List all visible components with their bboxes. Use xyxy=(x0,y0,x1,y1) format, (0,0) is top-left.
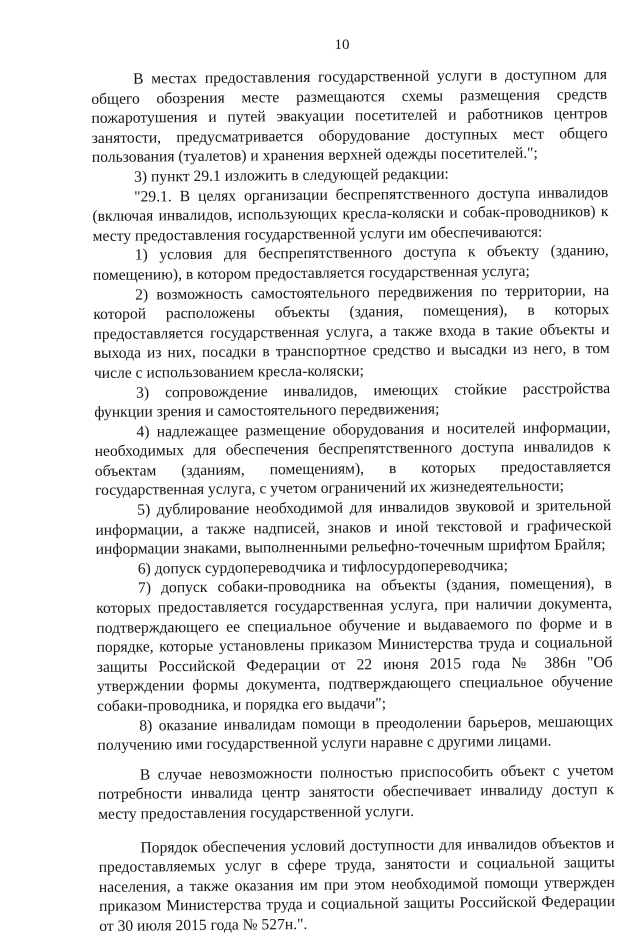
paragraph-accessibility-procedure: Порядок обеспечения условий доступности для инвалидов объектов и предоставляемых услуг в сфере труда, занятости и социальной защиты населения, а также оказания им при этом необходимой помощи утвержден приказом Министерства труда и социальной защиты Российской Федерации от 30 июля 2015 года № 527н.". xyxy=(98,834,616,935)
list-item-2: 2) возможность самостоятельного передвижения по территории, на которой расположены объекты (здания, помещения), в которых предоставляется государственная услуга, а также входа в такие объекты и выхода из них, посадки в транспортное средство и высадки из него, в том числе с использованием кресла-коляски; xyxy=(93,281,610,382)
list-item-1: 1) условия для беспрепятственного доступа к объекту (зданию, помещению), в котором предоставляется государственная услуга; xyxy=(92,242,609,284)
list-item-4: 4) надлежащее размещение оборудования и носителей информации, необходимых для обеспечения беспрепятственного доступа инвалидов к объектам (зданиям, помещениям), в которых предоставляется государственная услуга, с учетом ограничений их жизнедеятельности; xyxy=(94,418,611,500)
paragraph-placement-schemes: В местах предоставления государственной услуги в доступном для общего обозрения месте размещаются схемы размещения средств пожаротушения и путей эвакуации посетителей и работников центров занятости, предусматривается оборудование доступных мест общего пользования (туалетов) и хранения верхней одежды посетителей."; xyxy=(91,66,608,167)
document-body xyxy=(91,65,615,936)
paragraph-clause-29-1: "29.1. В целях организации беспрепятственного доступа инвалидов (включая инвалидов, использующих кресла-коляски и собак-проводников) к месту предоставления государственной услуги им обеспечиваются: xyxy=(92,183,609,245)
list-item-7: 7) допуск собаки-проводника на объекты (здания, помещения), в которых предоставляется государственная услуга, при наличии документа, подтверждающего ее специальное обучение и выдаваемого по форме и в порядке, которые установлены приказом Министерства труда и социальной защиты Российской Федерации от 22 июня 2015 года № 386н "Об утверждении формы документа, подтверждающего специальное обучение собаки-проводника, и порядка его выдачи"; xyxy=(96,575,613,715)
paragraph-impossibility-case: В случае невозможности полностью приспособить объект с учетом потребности инвалида центр занятости обеспечивает инвалиду доступ к месту предоставления государственной услуги. xyxy=(97,761,615,823)
list-item-3: 3) сопровождение инвалидов, имеющих стойкие расстройства функции зрения и самостоятельного передвижения; xyxy=(94,379,611,422)
list-item-5: 5) дублирование необходимой для инвалидов звуковой и зрительной информации, а также надписей, знаков и иной текстовой и графической информации знаками, выполненными рельефно-точечным шрифтом Брайля; xyxy=(95,497,612,559)
list-item-8: 8) оказание инвалидам помощи в преодолении барьеров, мешающих получению ими государственной услуги наравне с другими лицами. xyxy=(97,712,614,755)
paragraph-amendment-item-3: 3) пункт 29.1 изложить в следующей редакции: xyxy=(133,165,449,186)
page-number: 10 xyxy=(334,37,350,53)
list-item-6: 6) допуск сурдопереводчика и тифлосурдопереводчика; xyxy=(137,556,508,578)
